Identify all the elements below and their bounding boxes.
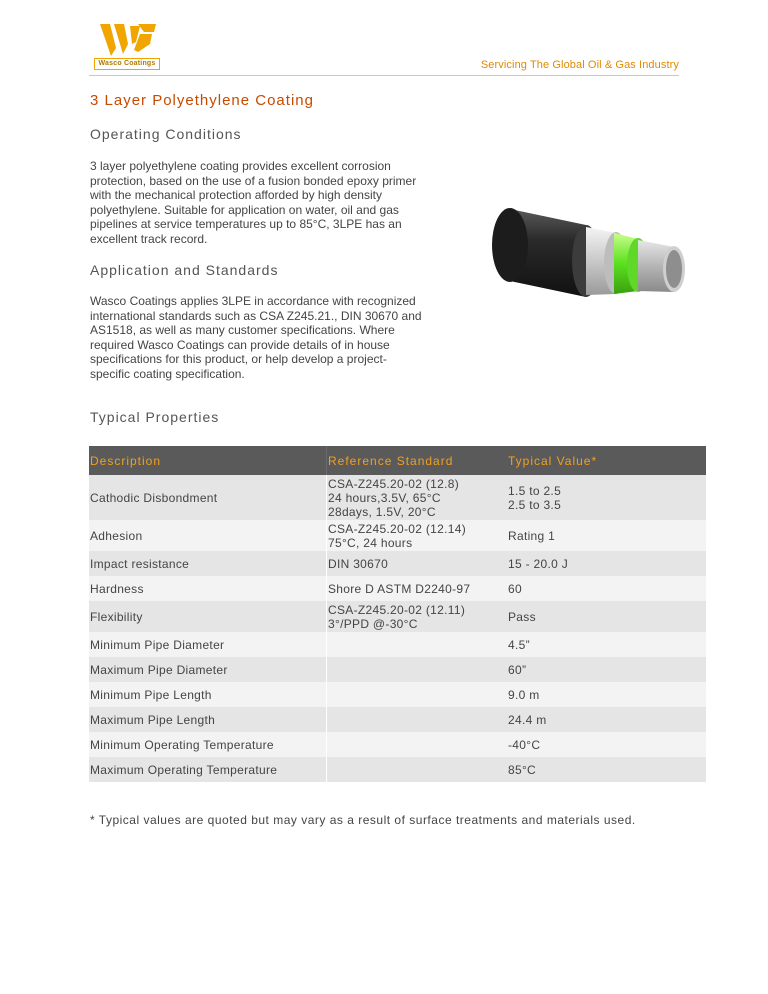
cell-line: CSA-Z245.20-02 (12.8) bbox=[328, 476, 460, 491]
table-row bbox=[89, 601, 706, 632]
header-tagline: Servicing The Global Oil & Gas Industry bbox=[480, 59, 679, 71]
cell-line: CSA-Z245.20-02 (12.11) bbox=[328, 602, 466, 617]
cell-line: 1.5 to 2.5 bbox=[508, 483, 562, 498]
text-line: 3 layer polyethylene coating provides excellent corrosion bbox=[90, 159, 391, 173]
text-line: required Wasco Coatings can provide details of in house bbox=[90, 337, 390, 352]
typical-properties-table bbox=[89, 446, 706, 782]
table-row bbox=[89, 657, 706, 682]
cell-line: 28days, 1.5V, 20°C bbox=[328, 504, 436, 519]
cell-description: Cathodic Disbondment bbox=[89, 475, 327, 520]
cell-reference bbox=[327, 657, 500, 682]
text-line: protection, based on the use of a fusion bonded epoxy primer bbox=[90, 173, 417, 188]
cell-line: 24 hours,3.5V, 65°C bbox=[328, 490, 441, 505]
cell-description: Hardness bbox=[89, 576, 327, 601]
wasco-logo-mark-icon bbox=[94, 22, 162, 58]
table-row bbox=[89, 757, 706, 782]
table-row bbox=[89, 682, 706, 707]
cell-description: Adhesion bbox=[89, 520, 327, 551]
application-standards-text bbox=[90, 294, 470, 382]
logo-wordmark: Wasco Coatings bbox=[94, 58, 160, 70]
cell-reference: Shore D ASTM D2240-97 bbox=[327, 576, 500, 601]
cell-reference bbox=[327, 632, 500, 657]
operating-conditions-heading: Operating Conditions bbox=[90, 126, 242, 142]
cell-reference: DIN 30670 bbox=[327, 551, 500, 576]
text-line: pipelines at service temperatures up to 85°C, 3LPE has an bbox=[90, 217, 402, 232]
text-line: specific coating specification. bbox=[90, 366, 245, 381]
cell-description: Maximum Operating Temperature bbox=[89, 757, 327, 782]
cell-description: Maximum Pipe Diameter bbox=[89, 657, 327, 682]
cell-line: 75°C, 24 hours bbox=[328, 535, 413, 550]
cell-value: 85°C bbox=[499, 757, 706, 782]
text-line: excellent track record. bbox=[90, 231, 208, 246]
cell-line: 2.5 to 3.5 bbox=[508, 497, 562, 512]
cell-description: Minimum Pipe Length bbox=[89, 682, 327, 707]
table-row bbox=[89, 576, 706, 601]
cell-reference bbox=[327, 707, 500, 732]
cell-value: 60 bbox=[499, 576, 706, 601]
operating-conditions-text bbox=[90, 159, 470, 247]
cell-description: Impact resistance bbox=[89, 551, 327, 576]
cell-line: 3°/PPD @-30°C bbox=[328, 616, 418, 631]
cell-value: 15 - 20.0 J bbox=[499, 551, 706, 576]
text-line: AS1518, as well as many customer specifications. Where bbox=[90, 323, 395, 338]
cell-reference bbox=[327, 475, 500, 520]
text-line: international standards such as CSA Z245.21., DIN 30670 and bbox=[90, 308, 422, 323]
text-line: polyethylene. Suitable for application on water, oil and gas bbox=[90, 202, 399, 217]
typical-properties-heading: Typical Properties bbox=[90, 409, 220, 425]
text-line: Wasco Coatings applies 3LPE in accordance with recognized bbox=[90, 294, 416, 308]
cell-value bbox=[499, 475, 706, 520]
cell-value: -40°C bbox=[499, 732, 706, 757]
header-divider bbox=[89, 75, 679, 76]
coated-pipe-image bbox=[488, 195, 688, 305]
cell-value: 4.5” bbox=[499, 632, 706, 657]
cell-value: 24.4 m bbox=[499, 707, 706, 732]
cell-description: Maximum Pipe Length bbox=[89, 707, 327, 732]
table-row bbox=[89, 707, 706, 732]
table-row bbox=[89, 520, 706, 551]
table-row bbox=[89, 732, 706, 757]
cell-description: Flexibility bbox=[89, 601, 327, 632]
application-standards-heading: Application and Standards bbox=[90, 262, 279, 278]
column-header-description: Description bbox=[89, 446, 327, 475]
cell-value: Pass bbox=[499, 601, 706, 632]
cell-value: 60” bbox=[499, 657, 706, 682]
footnote: * Typical values are quoted but may vary as a result of surface treatments and materials used. bbox=[90, 813, 636, 827]
cell-description: Minimum Pipe Diameter bbox=[89, 632, 327, 657]
table-row bbox=[89, 632, 706, 657]
text-line: specifications for this product, or help develop a project- bbox=[90, 352, 387, 367]
table-row bbox=[89, 475, 706, 520]
column-header-typical-value: Typical Value* bbox=[499, 446, 706, 475]
cell-line: CSA-Z245.20-02 (12.14) bbox=[328, 521, 467, 536]
cell-reference bbox=[327, 732, 500, 757]
cell-reference bbox=[327, 682, 500, 707]
page-title: 3 Layer Polyethylene Coating bbox=[90, 92, 314, 109]
table-row bbox=[89, 551, 706, 576]
cell-reference bbox=[327, 520, 500, 551]
table-header-row bbox=[89, 446, 706, 475]
cell-reference bbox=[327, 601, 500, 632]
cell-description: Minimum Operating Temperature bbox=[89, 732, 327, 757]
cell-value: 9.0 m bbox=[499, 682, 706, 707]
cell-value: Rating 1 bbox=[499, 520, 706, 551]
company-logo bbox=[94, 22, 162, 72]
text-line: with the mechanical protection afforded by high density bbox=[90, 188, 382, 203]
column-header-reference-standard: Reference Standard bbox=[327, 446, 500, 475]
cell-reference bbox=[327, 757, 500, 782]
